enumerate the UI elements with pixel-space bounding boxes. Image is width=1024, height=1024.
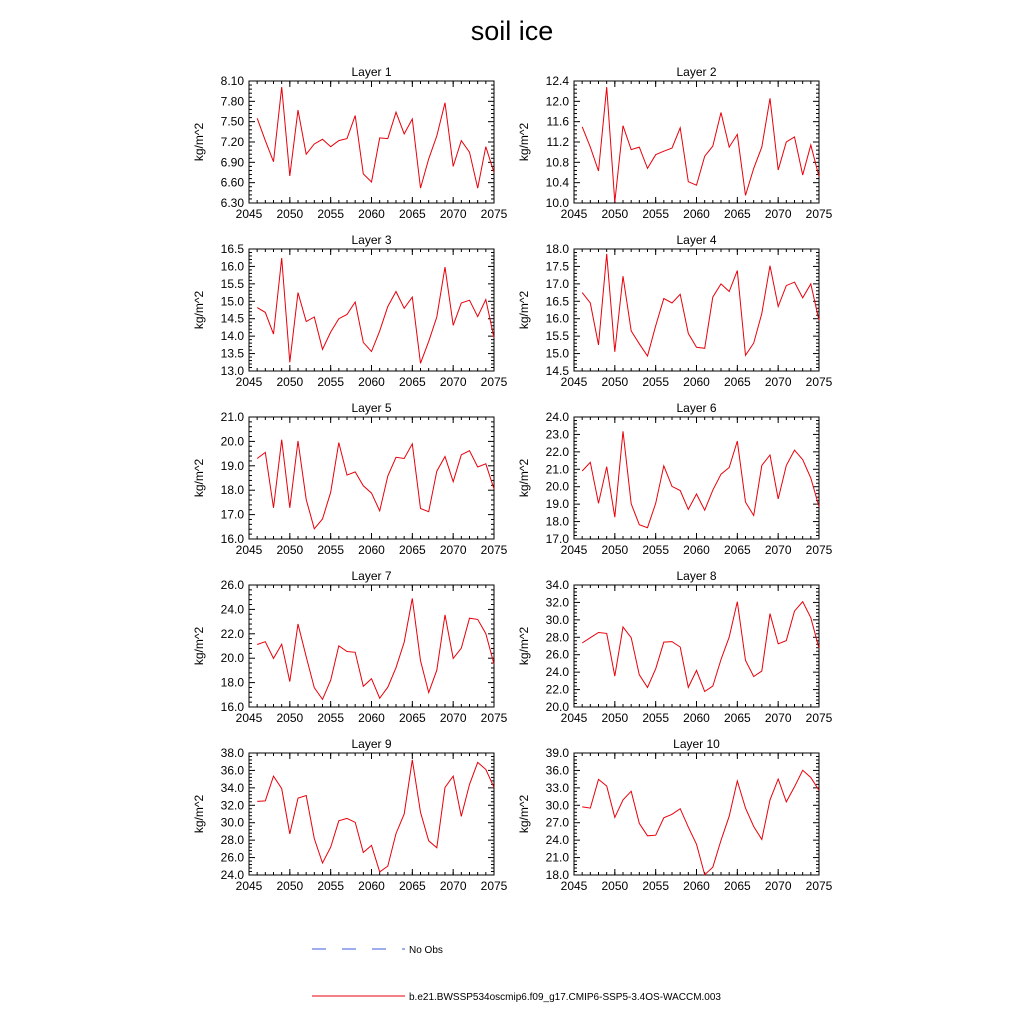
y-tick-label: 28.0 — [220, 833, 244, 848]
y-tick-label: 22.0 — [220, 626, 244, 641]
y-tick-label: 18.0 — [545, 514, 569, 529]
series-line — [257, 258, 494, 363]
x-tick-label: 2045 — [560, 375, 588, 389]
y-tick-label: 27.0 — [545, 815, 569, 830]
x-tick-label: 2075 — [805, 543, 833, 557]
y-tick-label: 7.80 — [220, 94, 244, 109]
y-tick-label: 21.0 — [545, 850, 569, 865]
y-tick-label: 6.60 — [220, 175, 244, 190]
chart-panel-6 — [517, 401, 833, 557]
series-line — [582, 602, 819, 692]
plot-frame — [249, 585, 494, 707]
panel-title: Layer 10 — [673, 737, 720, 751]
panel-title: Layer 5 — [351, 401, 392, 415]
x-tick-label: 2050 — [601, 375, 629, 389]
x-tick-label: 2060 — [358, 207, 385, 221]
y-tick-label: 24.0 — [545, 833, 569, 848]
x-tick-label: 2065 — [723, 711, 751, 725]
x-tick-label: 2055 — [317, 207, 345, 221]
series-line — [257, 598, 494, 699]
x-tick-label: 2050 — [601, 879, 629, 893]
plot-frame — [249, 417, 494, 539]
x-tick-label: 2065 — [398, 711, 426, 725]
y-tick-label: 30.0 — [545, 798, 569, 813]
y-tick-label: 17.5 — [545, 259, 569, 274]
plot-frame — [574, 249, 819, 371]
y-tick-label: 34.0 — [220, 780, 244, 795]
x-tick-label: 2055 — [642, 375, 670, 389]
y-tick-label: 36.0 — [545, 763, 569, 778]
y-tick-label: 15.0 — [545, 346, 569, 361]
x-tick-label: 2070 — [764, 879, 792, 893]
y-tick-label: 24.0 — [220, 868, 244, 882]
y-tick-label: 21.0 — [545, 462, 569, 477]
panel-title: Layer 7 — [351, 569, 392, 583]
x-tick-label: 2070 — [439, 879, 467, 893]
x-tick-label: 2045 — [560, 543, 588, 557]
y-tick-label: 34.0 — [545, 578, 569, 592]
x-tick-label: 2050 — [276, 543, 304, 557]
y-tick-label: 6.90 — [220, 155, 244, 170]
x-tick-label: 2070 — [764, 543, 792, 557]
x-tick-label: 2060 — [683, 879, 710, 893]
y-tick-label: 10.8 — [545, 155, 569, 170]
y-tick-label: 14.5 — [545, 364, 569, 378]
plot-frame — [574, 753, 819, 875]
y-tick-label: 23.0 — [545, 427, 569, 442]
chart-panel-3 — [192, 233, 508, 389]
series-line — [582, 254, 819, 356]
y-tick-label: 12.4 — [545, 74, 569, 88]
y-axis-label: kg/m^2 — [517, 794, 531, 834]
y-tick-label: 14.5 — [220, 311, 244, 326]
y-tick-label: 16.5 — [545, 294, 569, 309]
chart-panel-8 — [517, 569, 833, 725]
y-tick-label: 24.0 — [545, 665, 569, 680]
page-title: soil ice — [470, 16, 554, 46]
y-tick-label: 8.10 — [220, 74, 244, 88]
x-tick-label: 2050 — [601, 543, 629, 557]
y-tick-label: 18.0 — [545, 868, 569, 882]
x-tick-label: 2065 — [723, 879, 751, 893]
y-tick-label: 15.5 — [220, 276, 244, 291]
chart-panel-7 — [192, 569, 508, 725]
x-tick-label: 2060 — [358, 711, 385, 725]
x-tick-label: 2075 — [480, 879, 508, 893]
x-tick-label: 2065 — [723, 207, 751, 221]
x-tick-label: 2055 — [642, 711, 670, 725]
y-axis-label: kg/m^2 — [517, 290, 531, 330]
x-tick-label: 2065 — [398, 375, 426, 389]
y-tick-label: 18.0 — [220, 675, 244, 690]
y-tick-label: 20.0 — [220, 651, 244, 666]
y-tick-label: 6.30 — [220, 196, 244, 210]
plot-frame — [574, 417, 819, 539]
y-axis-label: kg/m^2 — [192, 290, 206, 330]
x-tick-label: 2050 — [276, 711, 304, 725]
x-tick-label: 2065 — [398, 207, 426, 221]
y-axis-label: kg/m^2 — [192, 626, 206, 666]
y-tick-label: 30.0 — [220, 815, 244, 830]
x-tick-label: 2075 — [805, 375, 833, 389]
y-tick-label: 11.6 — [546, 114, 569, 129]
x-tick-label: 2075 — [480, 543, 508, 557]
panel-title: Layer 9 — [351, 737, 392, 751]
x-tick-label: 2055 — [642, 543, 670, 557]
y-tick-label: 19.0 — [545, 497, 569, 512]
plot-frame — [574, 585, 819, 707]
y-tick-label: 17.0 — [220, 507, 244, 522]
panel-title: Layer 8 — [676, 569, 717, 583]
y-tick-label: 7.50 — [220, 114, 244, 129]
y-tick-label: 36.0 — [220, 763, 244, 778]
y-tick-label: 13.0 — [220, 364, 244, 378]
x-tick-label: 2060 — [683, 711, 710, 725]
y-tick-label: 13.5 — [220, 346, 244, 361]
x-tick-label: 2075 — [480, 711, 508, 725]
y-axis-label: kg/m^2 — [192, 794, 206, 834]
x-tick-label: 2045 — [560, 711, 588, 725]
series-line — [582, 431, 819, 527]
x-tick-label: 2060 — [358, 375, 385, 389]
y-tick-label: 16.5 — [220, 242, 244, 256]
x-tick-label: 2070 — [439, 375, 467, 389]
x-tick-label: 2075 — [805, 207, 833, 221]
panel-title: Layer 6 — [676, 401, 717, 415]
x-tick-label: 2070 — [764, 375, 792, 389]
x-tick-label: 2070 — [439, 711, 467, 725]
y-tick-label: 22.0 — [545, 682, 569, 697]
chart-panel-5 — [192, 401, 508, 557]
y-tick-label: 16.0 — [220, 532, 244, 546]
x-tick-label: 2055 — [642, 879, 670, 893]
y-tick-label: 24.0 — [220, 602, 244, 617]
y-tick-label: 30.0 — [545, 612, 569, 627]
x-tick-label: 2060 — [683, 543, 710, 557]
x-tick-label: 2045 — [235, 879, 263, 893]
x-tick-label: 2065 — [398, 879, 426, 893]
series-line — [582, 770, 819, 874]
y-axis-label: kg/m^2 — [192, 122, 206, 162]
chart-panel-4 — [517, 233, 833, 389]
y-axis-label: kg/m^2 — [517, 122, 531, 162]
y-tick-label: 39.0 — [545, 746, 569, 760]
panel-title: Layer 3 — [351, 233, 392, 247]
y-tick-label: 22.0 — [545, 444, 569, 459]
chart-panel-1 — [192, 65, 508, 221]
y-tick-label: 12.0 — [545, 94, 569, 109]
y-tick-label: 26.0 — [220, 578, 244, 592]
y-tick-label: 20.0 — [545, 479, 569, 494]
legend-model-label: b.e21.BWSSP534oscmip6.f09_g17.CMIP6-SSP5-3.4OS-WACCM.003 — [409, 992, 721, 1003]
series-line — [257, 87, 494, 188]
y-tick-label: 7.20 — [220, 135, 244, 149]
y-tick-label: 16.0 — [545, 311, 569, 326]
y-axis-label: kg/m^2 — [192, 458, 206, 498]
x-tick-label: 2075 — [805, 879, 833, 893]
y-tick-label: 26.0 — [545, 647, 569, 662]
x-tick-label: 2070 — [439, 207, 467, 221]
series-line — [257, 440, 494, 529]
series-line — [582, 87, 819, 202]
y-tick-label: 33.0 — [545, 780, 569, 795]
x-tick-label: 2045 — [235, 207, 263, 221]
y-tick-label: 20.0 — [220, 434, 244, 449]
x-tick-label: 2055 — [642, 207, 670, 221]
x-tick-label: 2045 — [235, 375, 263, 389]
y-tick-label: 15.0 — [220, 294, 244, 309]
y-tick-label: 26.0 — [220, 850, 244, 865]
x-tick-label: 2050 — [276, 375, 304, 389]
y-tick-label: 20.0 — [545, 700, 569, 714]
panel-title: Layer 2 — [676, 65, 717, 79]
y-tick-label: 11.2 — [546, 135, 569, 149]
x-tick-label: 2045 — [560, 207, 588, 221]
x-tick-label: 2055 — [317, 711, 345, 725]
x-tick-label: 2055 — [317, 879, 345, 893]
x-tick-label: 2070 — [764, 207, 792, 221]
x-tick-label: 2055 — [317, 543, 345, 557]
y-tick-label: 16.0 — [220, 700, 244, 714]
y-tick-label: 38.0 — [220, 746, 244, 760]
x-tick-label: 2060 — [683, 375, 710, 389]
x-tick-label: 2075 — [805, 711, 833, 725]
y-tick-label: 32.0 — [220, 798, 244, 813]
x-tick-label: 2045 — [235, 543, 263, 557]
x-tick-label: 2045 — [560, 879, 588, 893]
y-tick-label: 19.0 — [220, 458, 244, 473]
y-axis-label: kg/m^2 — [517, 458, 531, 498]
y-tick-label: 18.0 — [545, 242, 569, 256]
chart-panel-10 — [517, 737, 833, 893]
x-tick-label: 2060 — [358, 879, 385, 893]
y-tick-label: 10.4 — [545, 175, 569, 190]
x-tick-label: 2050 — [601, 711, 629, 725]
panel-title: Layer 1 — [351, 65, 392, 79]
y-axis-label: kg/m^2 — [517, 626, 531, 666]
y-tick-label: 14.0 — [220, 329, 244, 344]
y-tick-label: 17.0 — [545, 276, 569, 291]
plot-frame — [249, 81, 494, 203]
series-line — [257, 760, 494, 872]
x-tick-label: 2050 — [276, 207, 304, 221]
x-tick-label: 2050 — [601, 207, 629, 221]
y-tick-label: 21.0 — [220, 410, 244, 424]
x-tick-label: 2055 — [317, 375, 345, 389]
y-tick-label: 10.0 — [545, 196, 569, 210]
x-tick-label: 2060 — [358, 543, 385, 557]
legend-obs-label: No Obs — [409, 945, 443, 956]
x-tick-label: 2050 — [276, 879, 304, 893]
y-tick-label: 16.0 — [220, 259, 244, 274]
x-tick-label: 2065 — [723, 543, 751, 557]
y-tick-label: 24.0 — [545, 410, 569, 424]
y-tick-label: 17.0 — [545, 532, 569, 546]
y-tick-label: 15.5 — [545, 329, 569, 344]
x-tick-label: 2075 — [480, 375, 508, 389]
x-tick-label: 2070 — [439, 543, 467, 557]
chart-panel-2 — [517, 65, 833, 221]
x-tick-label: 2060 — [683, 207, 710, 221]
x-tick-label: 2070 — [764, 711, 792, 725]
chart-panel-9 — [192, 737, 508, 893]
x-tick-label: 2065 — [723, 375, 751, 389]
x-tick-label: 2045 — [235, 711, 263, 725]
y-tick-label: 32.0 — [545, 595, 569, 610]
x-tick-label: 2075 — [480, 207, 508, 221]
x-tick-label: 2065 — [398, 543, 426, 557]
y-tick-label: 28.0 — [545, 630, 569, 645]
y-tick-label: 18.0 — [220, 483, 244, 498]
panel-title: Layer 4 — [676, 233, 717, 247]
